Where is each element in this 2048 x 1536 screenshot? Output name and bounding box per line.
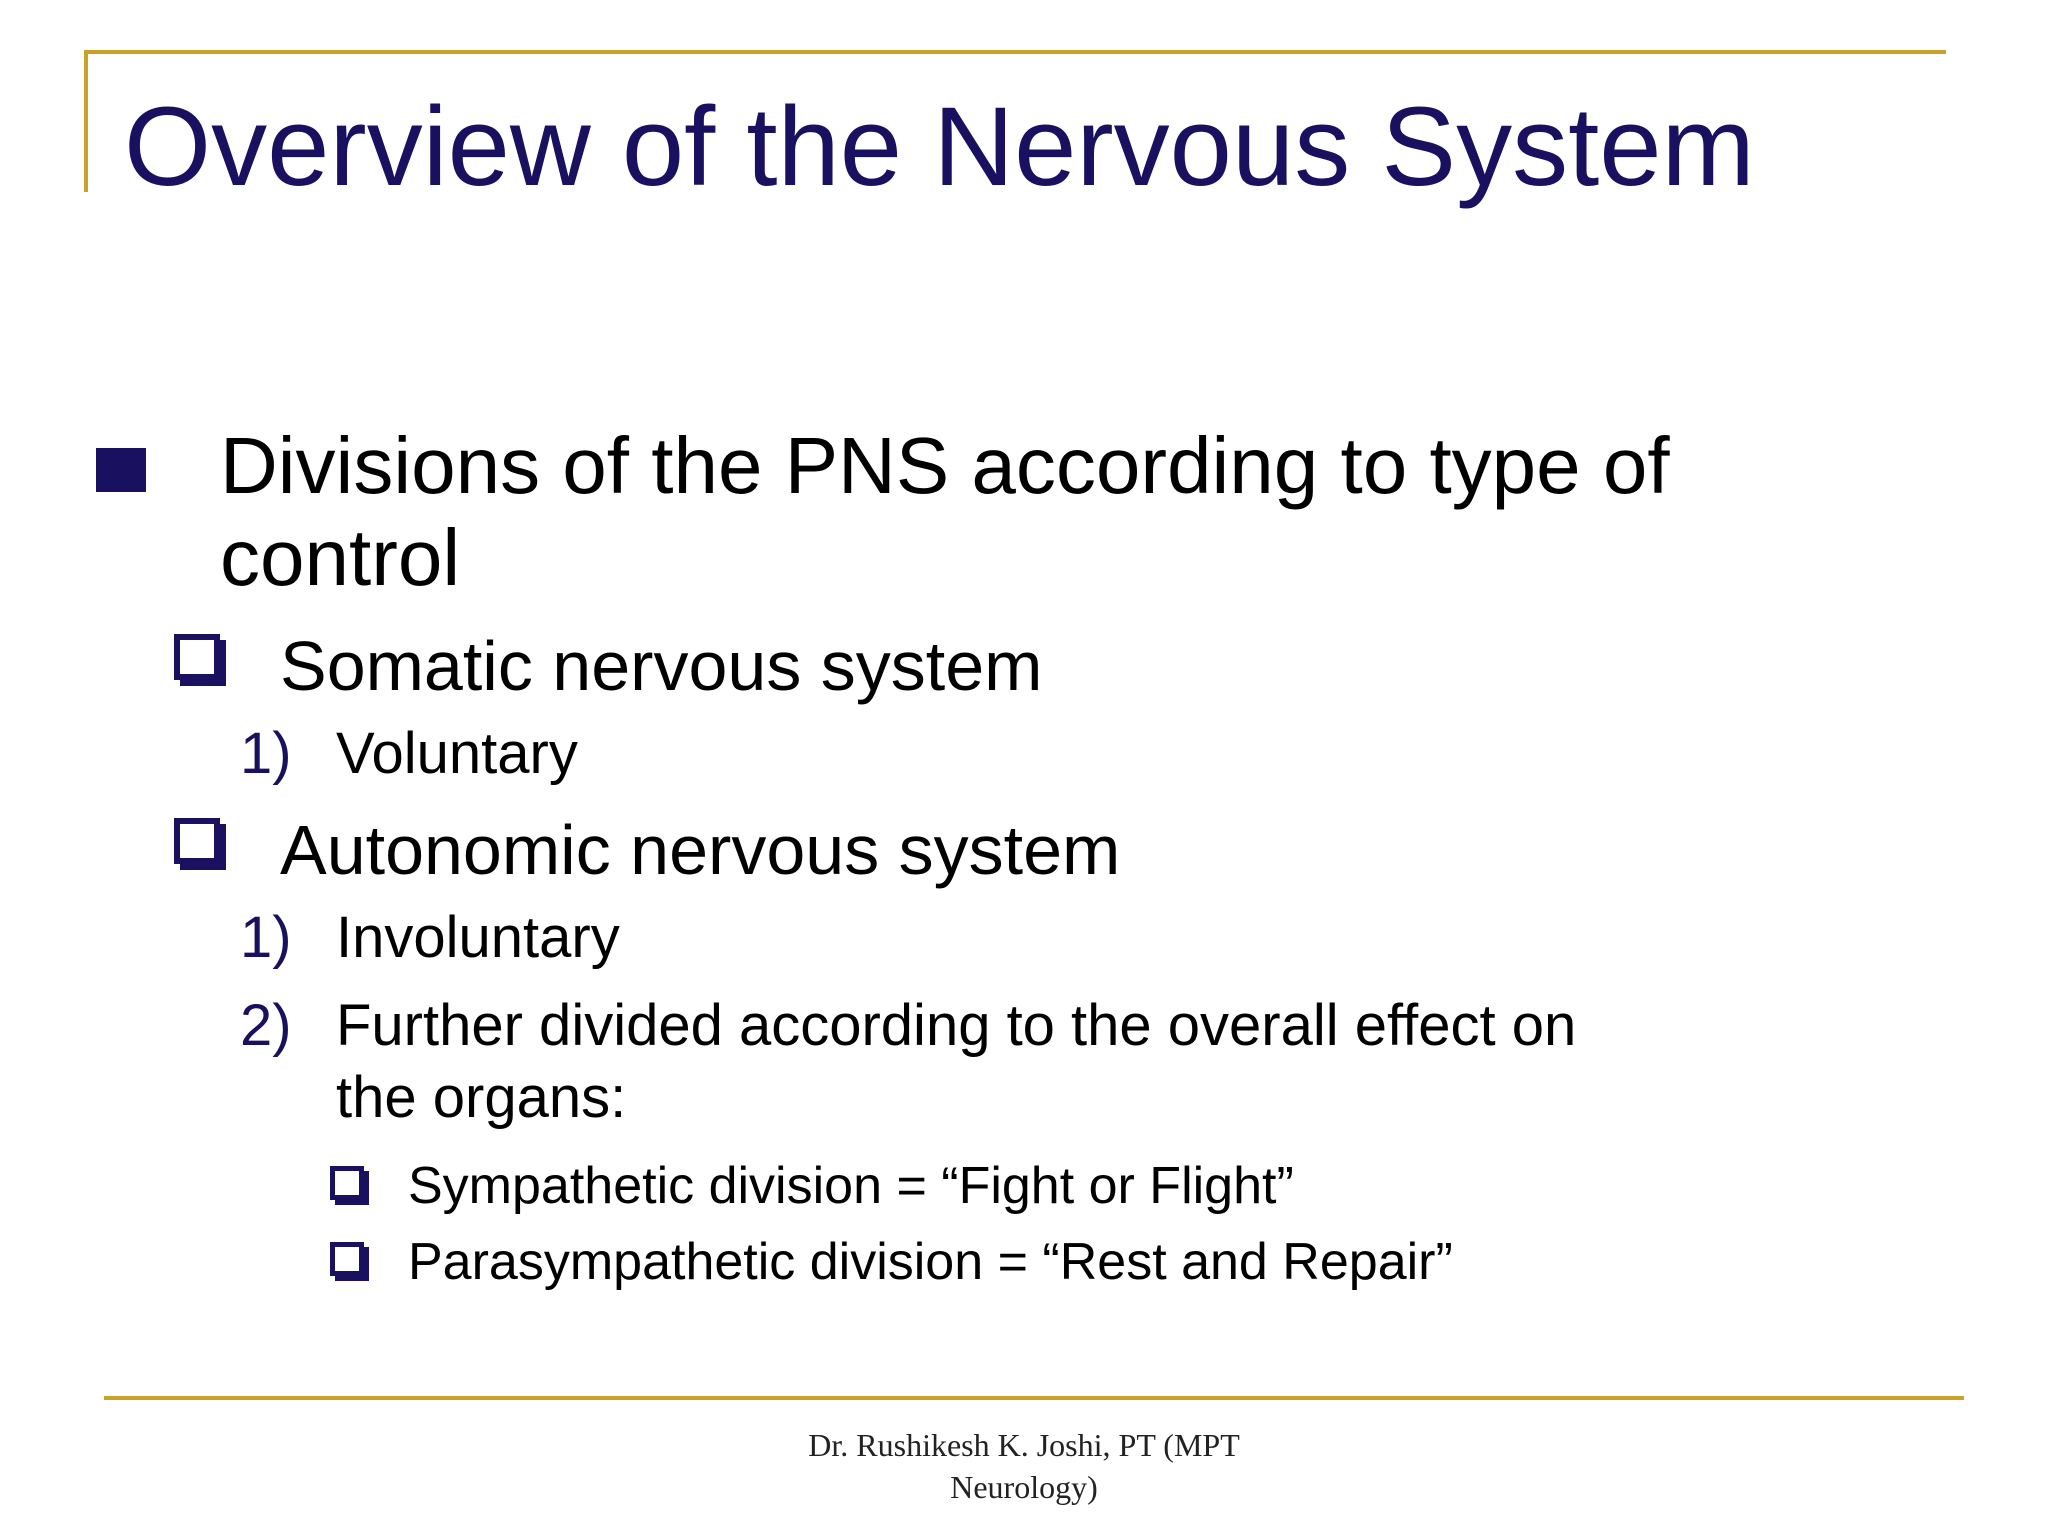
autonomic-item-text: Involuntary [336, 905, 620, 970]
top-frame-line [84, 50, 1946, 54]
sympathetic-division: Sympathetic division = “Fight or Flight” [408, 1157, 1294, 1215]
hollow-square-bullet-icon [330, 1242, 364, 1276]
left-frame-line [84, 50, 88, 192]
footer-author [600, 1424, 1448, 1508]
autonomic-label: Autonomic nervous system [280, 811, 1121, 889]
level1-line2: control [220, 513, 461, 602]
slide-title: Overview of the Nervous System [124, 84, 1755, 209]
somatic-label: Somatic nervous system [280, 627, 1043, 705]
hollow-square-bullet-icon [330, 1166, 364, 1200]
autonomic-item-line1: Further divided according to the overall effect on [336, 993, 1577, 1058]
level1-line1: Divisions of the PNS according to type of [220, 421, 1670, 510]
autonomic-item-text [336, 990, 1576, 1134]
square-bullet-icon [96, 448, 146, 492]
autonomic-item-line2: the organs: [336, 1065, 627, 1130]
autonomic-item-number: 2) [240, 993, 292, 1058]
somatic-item-text: Voluntary [336, 721, 578, 786]
somatic-item-number: 1) [240, 721, 292, 786]
footer-line1: Dr. Rushikesh K. Joshi, PT (MPT [808, 1427, 1240, 1463]
footer-line2: Neurology) [950, 1469, 1098, 1505]
level1-text [220, 420, 1670, 604]
hollow-square-bullet-icon [174, 634, 220, 680]
autonomic-item-number: 1) [240, 905, 292, 970]
footer-line [104, 1396, 1964, 1400]
parasympathetic-division: Parasympathetic division = “Rest and Repair” [408, 1233, 1453, 1291]
hollow-square-bullet-icon [174, 818, 220, 864]
